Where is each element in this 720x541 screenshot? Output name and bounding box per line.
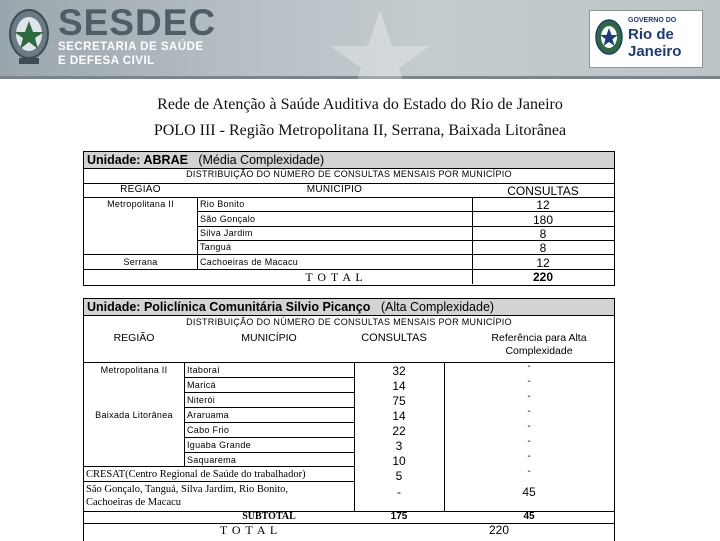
header-reference: Referência para Alta Complexidade xyxy=(491,332,587,357)
subtotal-label: SUBTOTAL xyxy=(242,511,296,522)
municipality-cell: São Gonçalo xyxy=(200,214,256,224)
total-value: 220 xyxy=(532,270,554,284)
consults-cell: 12 xyxy=(536,198,550,212)
header-region: REGIÃO xyxy=(113,332,155,344)
subtotal-reference: 45 xyxy=(523,511,535,522)
header-consults: CONSULTAS xyxy=(507,184,579,198)
consults-cell: 22 xyxy=(392,424,406,438)
reference-cell: - xyxy=(527,391,531,402)
total-label: T O T A L xyxy=(305,270,364,284)
consults-cell: 32 xyxy=(392,364,406,378)
total-value: 220 xyxy=(488,523,510,537)
consults-cell: 10 xyxy=(392,454,406,468)
consults-cell: 14 xyxy=(392,409,406,423)
municipality-cell: Itaboraí xyxy=(187,365,220,375)
brand-subtitle-line2: E DEFESA CIVIL xyxy=(58,55,155,67)
reference-cell: - xyxy=(527,406,531,417)
municipality-cell: Rio Bonito xyxy=(200,199,245,209)
header-municipality: MUNICÍPIO xyxy=(241,332,297,344)
consults-cell: 8 xyxy=(539,241,547,255)
state-seal-icon xyxy=(6,4,52,68)
municipality-cell: Iguaba Grande xyxy=(187,440,251,450)
header-municipality: MUNICÍPIO xyxy=(306,184,363,195)
other-municipalities-line1: São Gonçalo, Tanguá, Silva Jardim, Rio Bonito, xyxy=(86,484,289,495)
star-watermark-icon xyxy=(330,10,430,105)
header-banner xyxy=(0,0,720,79)
other-municipalities-line2: Cachoeiras de Macacu xyxy=(86,497,182,508)
distribution-title: DISTRIBUIÇÃO DO NÚMERO DE CONSULTAS MENSAIS POR MUNICÍPIO xyxy=(186,169,512,179)
other-reference: 45 xyxy=(522,485,536,499)
reference-cell: - xyxy=(527,436,531,447)
reference-cell: - xyxy=(527,376,531,387)
consults-cell: 3 xyxy=(395,439,403,453)
abrae-table xyxy=(83,151,615,286)
reference-cell: - xyxy=(527,451,531,462)
header-region: REGIÃO xyxy=(120,184,161,195)
municipality-cell: Silva Jardim xyxy=(200,228,253,238)
government-state-line2: Janeiro xyxy=(628,43,682,60)
municipality-cell: Niterói xyxy=(187,395,216,405)
cresat-label: CRESAT(Centro Regional de Saúde do trabalhador) xyxy=(86,469,306,480)
consults-cell: 180 xyxy=(532,213,554,227)
page-subtitle: POLO III - Região Metropolitana II, Serrana, Baixada Litorânea xyxy=(153,122,567,139)
other-consults: - xyxy=(397,485,401,499)
consults-cell: 8 xyxy=(539,227,547,241)
region-cell: Serrana xyxy=(123,257,158,267)
policlinica-table xyxy=(83,298,615,541)
municipality-cell: Cabo Frio xyxy=(187,425,230,435)
header-consults: CONSULTAS xyxy=(361,332,427,344)
municipality-cell: Maricá xyxy=(187,380,216,390)
reference-cell: - xyxy=(527,361,531,372)
cresat-consults: 5 xyxy=(395,469,403,483)
region-cell: Metropolitana II xyxy=(100,365,168,375)
region-cell: Baixada Litorânea xyxy=(95,410,173,420)
consults-cell: 14 xyxy=(392,379,406,393)
brand-name: SESDEC xyxy=(58,2,217,43)
municipality-cell: Saquarema xyxy=(187,455,237,465)
unit-header: Unidade: ABRAE (Média Complexidade) xyxy=(84,152,614,169)
municipality-cell: Araruama xyxy=(187,410,229,420)
total-label: T O T A L xyxy=(219,523,279,537)
government-logo xyxy=(589,10,703,68)
reference-cell: - xyxy=(527,421,531,432)
municipality-cell: Tanguá xyxy=(200,242,232,252)
unit-header: Unidade: Policlínica Comunitária Silvio Picanço (Alta Complexidade) xyxy=(84,299,614,316)
region-cell: Metropolitana II xyxy=(107,199,174,209)
cresat-reference: - xyxy=(527,466,531,477)
municipality-cell: Cachoeiras de Macacu xyxy=(200,257,299,267)
distribution-title: DISTRIBUIÇÃO DO NÚMERO DE CONSULTAS MENSAIS POR MUNICÍPIO xyxy=(186,317,512,327)
government-seal-icon xyxy=(594,15,624,61)
government-label: GOVERNO DO xyxy=(628,17,677,24)
brand-subtitle-line1: SECRETARIA DE SAÚDE xyxy=(58,41,204,53)
government-state-line1: Rio de xyxy=(628,26,674,43)
consults-cell: 75 xyxy=(392,394,406,408)
page-title: Rede de Atenção à Saúde Auditiva do Estado do Rio de Janeiro xyxy=(157,96,563,113)
subtotal-consults: 175 xyxy=(390,511,408,522)
consults-cell: 12 xyxy=(536,256,550,270)
